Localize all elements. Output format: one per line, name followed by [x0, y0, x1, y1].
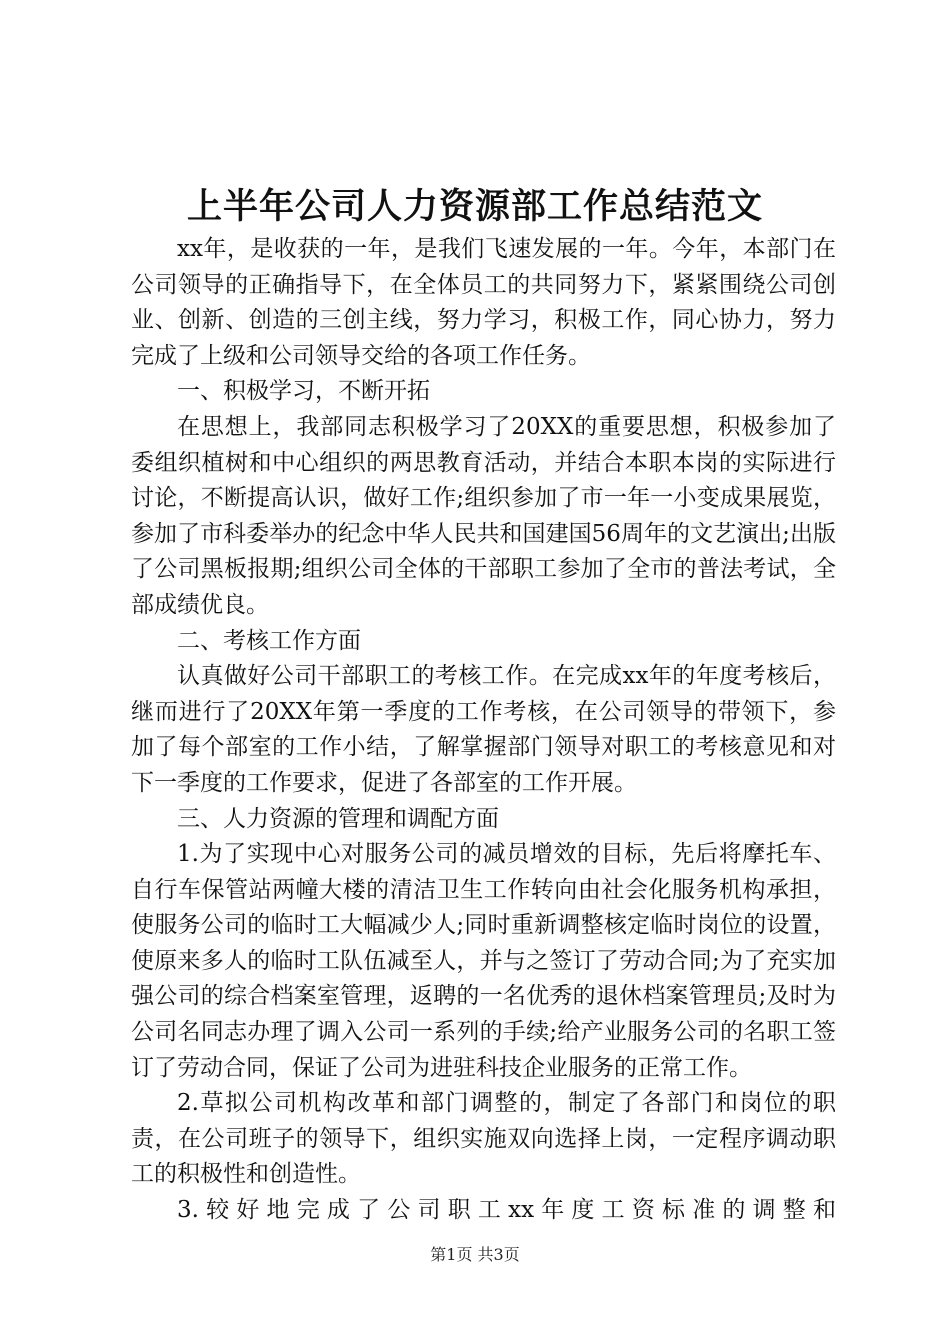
page-footer: 第1页 共3页 [430, 1245, 520, 1264]
section-heading-2: 二、考核工作方面 [177, 627, 361, 654]
paragraph-intro: xx年，是收获的一年，是我们飞速发展的一年。今年，本部门在公司领导的正确指导下，在全体员工的共同努力下，紧紧围绕公司创业、创新、创造的三创主线，努力学习，积极工作，同心协力，努力完成了上级和公司领导交给的各项工作任务。 [131, 236, 836, 369]
document-body [131, 232, 836, 1229]
section-heading-1: 一、积极学习，不断开拓 [177, 378, 430, 405]
paragraph-section-1: 在思想上，我部同志积极学习了20XX的重要思想，积极参加了委组织植树和中心组织的两思教育活动，并结合本职本岗的实际进行讨论，不断提高认识，做好工作;组织参加了市一年一小变成果展览，参加了市科委举办的纪念中华人民共和国建国56周年的文艺演出;出版了公司黑板报期;组织公司全体的干部职工参加了全市的普法考试，全部成绩优良。 [131, 413, 836, 618]
paragraph-item-2: 2.草拟公司机构改革和部门调整的，制定了各部门和岗位的职责，在公司班子的领导下，组织实施双向选择上岗，一定程序调动职工的积极性和创造性。 [131, 1090, 836, 1188]
section-heading-3: 三、人力资源的管理和调配方面 [177, 805, 499, 832]
paragraph-item-3: 3.较好地完成了公司职工xx年度工资标准的调整和 [177, 1197, 836, 1224]
paragraph-item-1: 1.为了实现中心对服务公司的减员增效的目标，先后将摩托车、自行车保管站两幢大楼的清洁卫生工作转向由社会化服务机构承担，使服务公司的临时工大幅减少人;同时重新调整核定临时岗位的设置，使原来多人的临时工队伍减至人，并与之签订了劳动合同;为了充实加强公司的综合档案室管理，返聘的一名优秀的退休档案管理员;及时为公司名同志办理了调入公司一系列的手续;给产业服务公司的名职工签订了劳动合同，保证了公司为进驻科技企业服务的正常工作。 [131, 841, 836, 1081]
paragraph-section-2: 认真做好公司干部职工的考核工作。在完成xx年的年度考核后，继而进行了20XX年第一季度的工作考核，在公司领导的带领下，参加了每个部室的工作小结，了解掌握部门领导对职工的考核意见和对下一季度的工作要求，促进了各部室的工作开展。 [131, 663, 836, 796]
document-title: 上半年公司人力资源部工作总结范文 [186, 186, 763, 227]
